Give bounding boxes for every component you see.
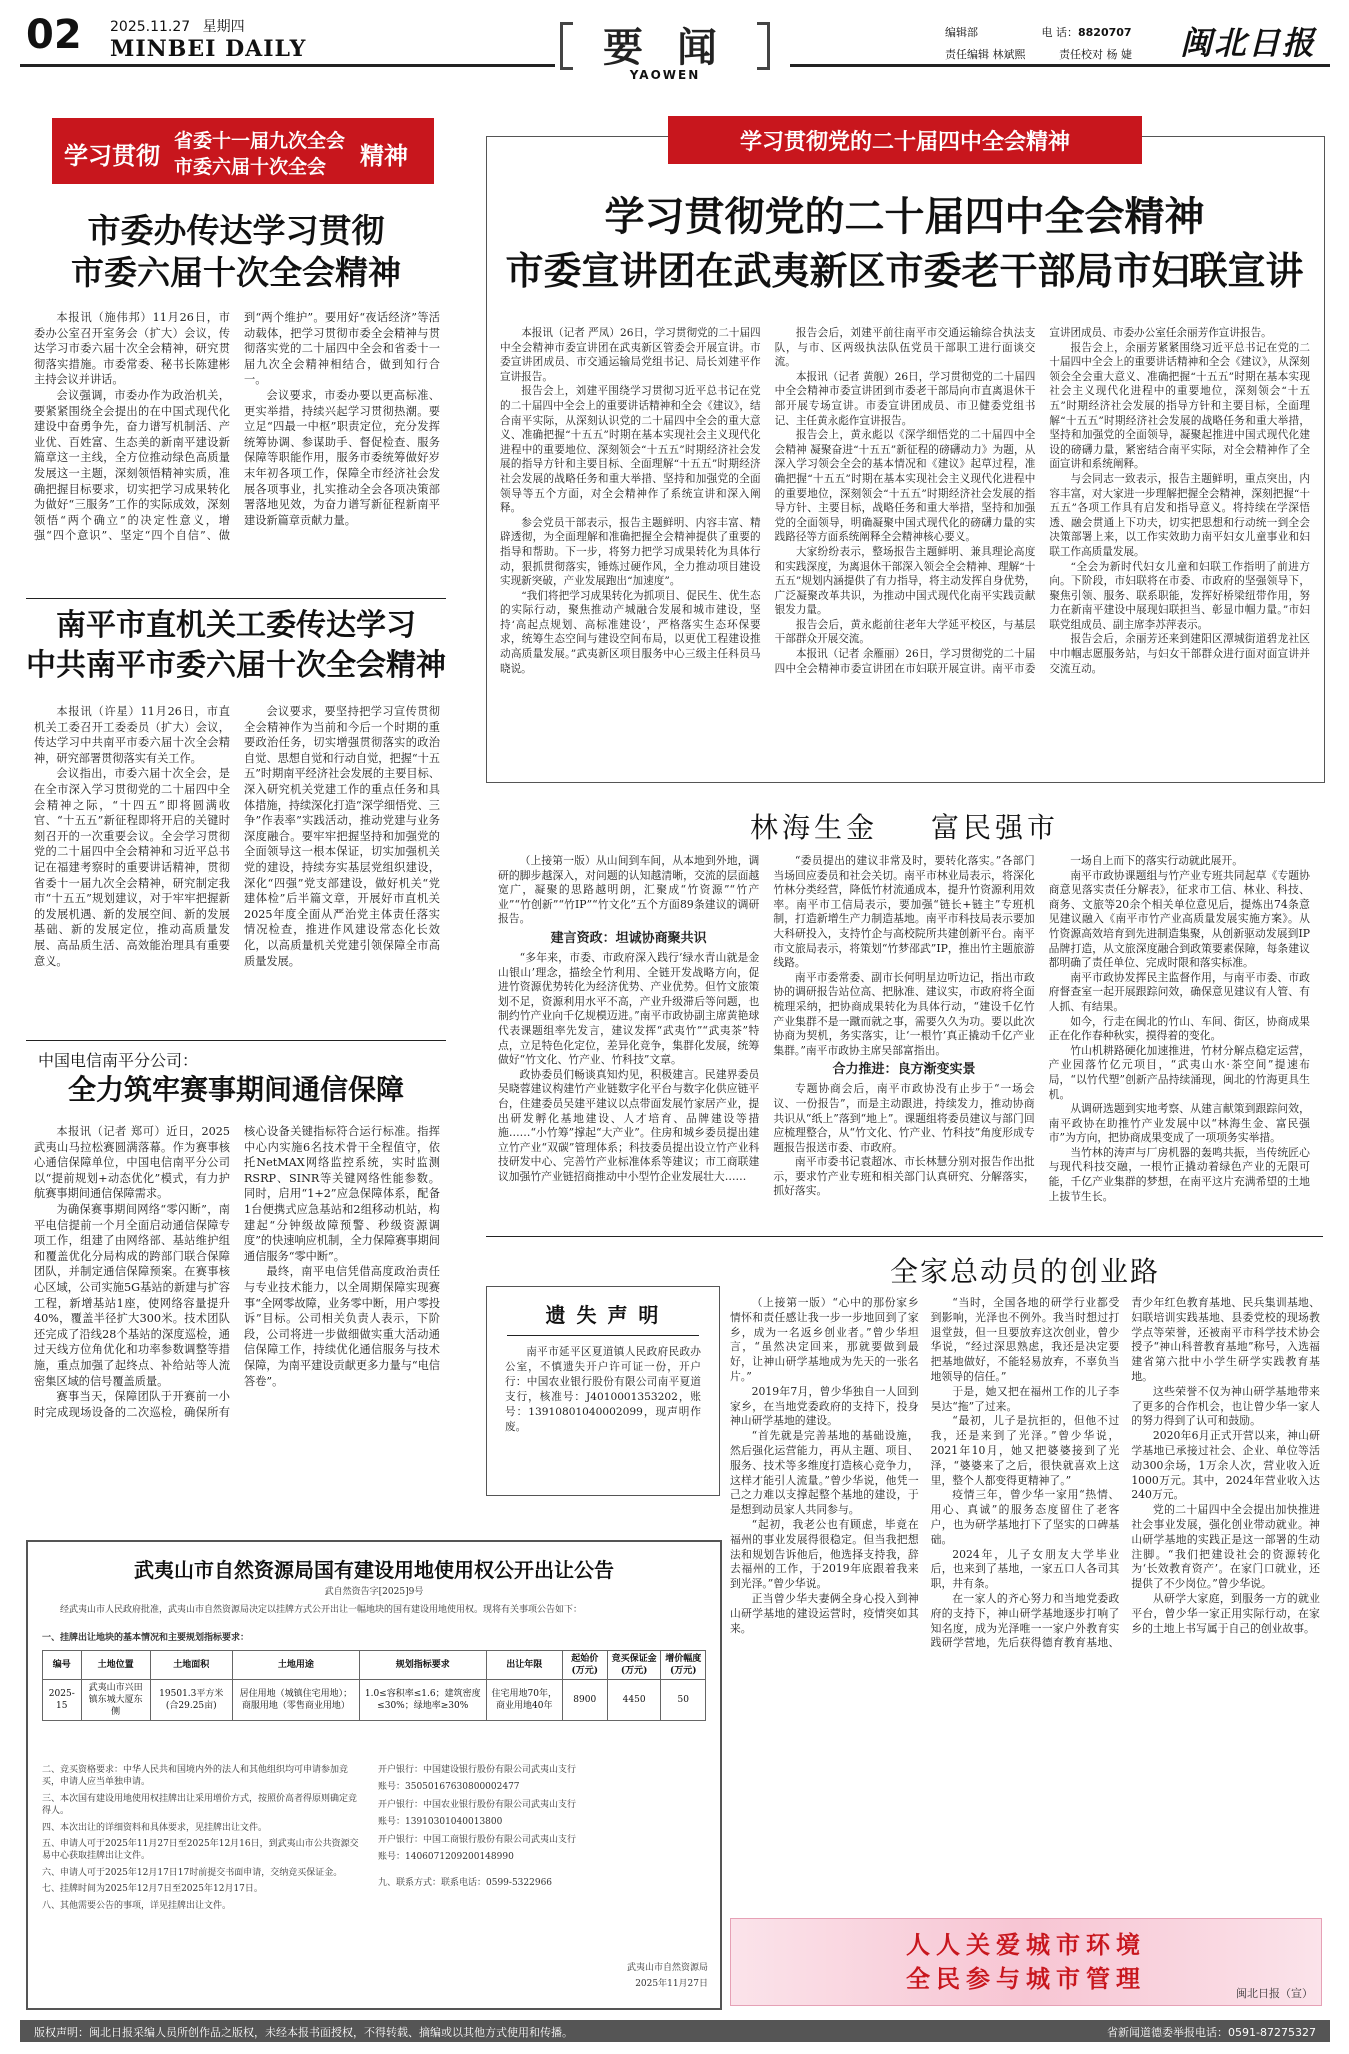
announcement-item: 六、申请人可于2025年12月17日17时前提交书面申请，交纳竞买保证金。 xyxy=(42,1867,343,1878)
article5-para: （上接第一版）从山间到车间，从本地到外地，调研的脚步越深入，对问题的认知越清晰，交流的层面越宽广，凝聚的思路越明朗，汇聚成“竹资源”“竹产业”“竹创新”“竹IP”“竹文化”五个方面89条建议的调研报告。 xyxy=(498,854,760,926)
article4-para: 本报讯（记者 黄舰）26日，学习贯彻党的二十届四中全会精神市委宣讲团到市委老干部局向市直离退休干部开展专场宣讲。市委宣讲团成员、市卫健委党组书记、主任黄永彪作宣讲报告。 xyxy=(774,370,1036,427)
table-header: 规划指标要求 xyxy=(359,1651,486,1680)
article4-para: “全会为新时代妇女儿童和妇联工作指明了前进方向。下阶段，市妇联将在市委、市政府的坚强领导下，聚焦引领、服务、联系职能，发挥好桥梁纽带作用，努力在新南平建设中展现妇联担当、彰显巾帼力量。”市妇联党组成员、副主席李苏萍表示。 xyxy=(1049,560,1310,631)
bank-line: 账号：1406071209200148990 xyxy=(378,1852,514,1863)
land-announcement xyxy=(26,1540,722,2010)
table-header: 土地面积 xyxy=(150,1651,232,1680)
editor-label: 编辑部 xyxy=(945,26,978,39)
article2-body xyxy=(34,704,440,1034)
article6-para: 2019年7月，曾少华独自一人回到家乡，在当地党委政府的支持下，投身神山研学基地的建设。 xyxy=(730,1384,919,1428)
right-banner xyxy=(668,116,1142,164)
table-header: 增价幅度(万元) xyxy=(661,1651,706,1680)
article5-title xyxy=(486,806,1323,846)
banner-part2b: 市委六届十次全会 xyxy=(174,156,327,178)
phone-number: 8820707 xyxy=(1078,26,1132,39)
section-bracket xyxy=(560,16,770,80)
article5-para: 南平市政协发挥民主监督作用，与南平市委、市政府督查室一起开展跟踪问效，确保意见建议有人管、有人抓、有结果。 xyxy=(1048,970,1310,1013)
editor-info: 编辑部 电 话：8820707 责任编辑 林斌熙 责任校对 杨 婕 xyxy=(945,26,1132,61)
article5-para: 从调研选题到实地考察、从建言献策到跟踪问效，南平政协在助推竹产业发展中以“林海生金、富民强市”为方向，把协商成果变成了一项项务实举措。 xyxy=(1048,1102,1310,1145)
announcement-table-wrap xyxy=(42,1650,706,1721)
issue-date xyxy=(110,16,245,36)
article6-para: 从研学大家庭，到服务一方的就业平台，曾少华一家正用实际行动，在家乡的土地上书写属于自己的创业故事。 xyxy=(1131,1591,1320,1635)
article5-title-b: 富民强市 xyxy=(930,811,1059,844)
article2-title-line2: 中共南平市委六届十次全会精神 xyxy=(26,648,446,683)
article6-para: “起初，我老公也有顾虑，毕竟在福州的事业发展得很稳定。但当我把想法和规划告诉他后，他选择支持我，辞去福州的工作，于2019年底跟着我来到光泽。”曾少华说。 xyxy=(730,1517,919,1591)
footer-hotline: 省新闻道德委举报电话：0591-87275327 xyxy=(1107,2026,1316,2039)
table-cell: 19501.3平方米(合29.25亩) xyxy=(150,1680,232,1721)
article6-para: （上接第一版）“心中的那份家乡情怀和责任感让我一步一步地回到了家乡，成为一名返乡创业者。”曾少华坦言，“虽然决定回来，那就要做到最好，让神山研学基地成为先天的一张名片。” xyxy=(730,1296,919,1383)
announcement-table xyxy=(42,1650,706,1721)
article5-para: 如今，行走在闽北的竹山、车间、街区，协商成果正在化作春种秋实，摸得着的变化。 xyxy=(1048,1014,1310,1043)
article6-para: 于是，她又把在福州工作的儿子李昊达“拖”了过来。 xyxy=(930,1384,1120,1413)
article5-para: “多年来，市委、市政府深入践行‘绿水青山就是金山银山’理念，描绘全竹利用、全链开发战略方向，促进竹资源优势转化为经济优势、产业优势。但竹文旅策划不足，资源利用水平不高，产业升级滞后等问题，也制约竹产业向千亿规模迈进。”南平市政协副主席黄艳球代表课题组率先发言，建议发挥“武夷竹”“武夷茶”特点，立足特色化定位，差异化竞争，集群化发展，统筹做好“竹文化、竹产业、竹科技”文章。 xyxy=(498,950,760,1067)
section-title: 要 闻 xyxy=(603,24,727,71)
article4-title xyxy=(486,190,1323,298)
announcement-doc-no: 武自然资告字[2025]9号 xyxy=(324,1587,424,1597)
article6-para: 党的二十届四中全会提出加快推进社会事业发展，强化创业带动就业。神山研学基地的实践正是这一部署的生动注脚。“我们把建设社会的资源转化为‘长效教育资产’。在家门口就业，还提供了不少岗位。”曾少华说。 xyxy=(1131,1503,1320,1591)
article1-title xyxy=(26,210,446,294)
article1-para: 会议强调，市委办作为政治机关，要紧紧围绕全会提出的在中国式现代化建设中奋勇争先，奋力谱写机制活、产业优、百姓富、生态美的新南平建设新篇章这一主线，全方位推动绿色高质量发展这一主题，深刻领悟精神实质，准确把握目标要求，切实把学习成果转化为做好“三服务”工作的实际成效，深刻领悟“两个确立”的决定性意义，增强“四个意识”、坚定“四个自信”、做到“两个维护”。要用好“夜话经济”等活动载体，把学习贯彻市委全会精神与贯彻落实党的二十届四中全会和省委十一届九次全会精神相结合，做到知行合一。 xyxy=(34,311,440,543)
table-cell: 4450 xyxy=(607,1680,661,1721)
article6-para: 2024年，儿子女朋友大学毕业后，也来到了基地，一家五口人各司其职，井有条。 xyxy=(930,1547,1120,1591)
banner-part1: 学习贯彻 xyxy=(64,142,160,170)
article3-para: 最终，南平电信凭借高度政治责任与专业技术能力，以全周期保障实现赛事“全网零故障，业务零中断，用户零投诉”目标。公司相关负责人表示，下阶段，公司将进一步做细做实重大活动通信保障工作，持续优化通信服务与技术保障，为南平建设贡献更多力量与“电信答卷”。 xyxy=(244,1265,440,1388)
table-cell: 8900 xyxy=(562,1680,607,1721)
footer-bar xyxy=(20,2020,1330,2042)
table-header-row xyxy=(43,1651,706,1680)
article3-kicker: 中国电信南平分公司： xyxy=(38,1051,199,1070)
bank-line: 账号：35050167630800002477 xyxy=(378,1782,520,1793)
announcement-item: 八、其他需要公告的事项，详见挂牌出让文件。 xyxy=(42,1900,232,1911)
article4-para: 报告会上，刘建平围绕学习贯彻习近平总书记在党的二十届四中全会上的重要讲话精神和全会《建议》，结合南平实际，从深刻认识党的二十届四中全会的重大意义、准确把握“十五五”时期在基本实现社会主义现代化进程中的重要地位、深刻领会“十五五”时期经济社会发展的指导方针和主要目标、全面理解“十五五”时期经济社会发展的战略任务和重大举措、坚持和加强党的全面领导等五个方面，对全会精神作了系统宣讲和深入阐释。 xyxy=(500,385,761,515)
article1-body xyxy=(34,310,440,592)
announcement-title: 武夷山市自然资源局国有建设用地使用权公开出让公告 xyxy=(134,1558,614,1582)
article4-para: 参会党员干部表示，报告主题鲜明、内容丰富、精辟透彻，为全面理解和准确把握全会精神提供了重要的指导和帮助。下一步，将努力把学习成果转化为具体行动，狠抓贯彻落实，锤炼过硬作风，全力推动项目建设实现新突破，产业发展跑出“加速度”。 xyxy=(500,516,761,588)
article1-para: 本报讯（施伟邦）11月26日，市委办公室召开室务会（扩大）会议，传达学习市委六届十次全会精神，研究贯彻落实措施。市委常委、秘书长陈建彬主持会议并讲话。 xyxy=(34,311,230,387)
notice-body: 南平市延平区夏道镇人民政府民政办公室，不慎遗失开户许可证一份，开户行：中国农业银行股份有限公司南平夏道支行，核准号：J4010001353202，账号：13910801040002099，现声明作废。 xyxy=(505,1346,701,1433)
announcement-item: 三、本次国有建设用地使用权挂牌出让采用增价方式，按照价高者得原则确定竞得人。 xyxy=(42,1793,358,1817)
civic-ad xyxy=(730,1918,1322,2006)
right-banner-text: 学习贯彻党的二十届四中全会精神 xyxy=(739,130,1070,155)
article2-para: 本报讯（许星）11月26日，市直机关工委召开工委委员（扩大）会议，传达学习中共南平市委六届十次全会精神，研究部署贯彻落实有关工作。 xyxy=(34,705,230,765)
article6-para: 2020年6月正式开营以来，神山研学基地已承接过社会、企业、单位等活动300余场，1万余人次，营业收入近1000万元。其中，2024年营业收入达240万元。 xyxy=(1131,1429,1320,1502)
article5-para: 南平市委常委、副市长何明星边听边记，指出市政协的调研报告站位高、把脉准、建议实，市政府将全面梳理采纳，把协商成果转化为具体行动，“建设千亿竹产业集群不是一蹴而就之事，需要久久为功。要以此次协商为契机，务实落实，让‘一根竹’真正撬动千亿产业集群。”南平市政协主席吴部富指出。 xyxy=(773,970,1035,1057)
article5-para: 南平市委书记袁超冰、市长林慧分别对报告作出批示，要求竹产业专班和相关部门认真研究、分解落实，抓好落实。 xyxy=(773,1155,1035,1198)
article6-para: 在一家人的齐心努力和当地党委政府的支持下，神山研学基地逐步打响了知名度，成为光泽唯一一家户外教育实践研学营地，先后获得德育教育基地、青少年红色教育基地、民兵集训基地、妇联培训实践基地、县委党校的现场教学点等荣誉，还被南平市科学技术协会授予“神山科普教育基地”称号，入选福建省第六批中小学生研学实践教育基地。 xyxy=(930,1296,1320,1650)
article5-body xyxy=(498,854,1310,1228)
bank-line: 开户银行：中国建设银行股份有限公司武夷山支行 xyxy=(378,1765,577,1775)
article6-para: 这些荣誉不仅为神山研学基地带来了更多的合作机会，也让曾少华一家人的努力得到了认可和鼓励。 xyxy=(1131,1384,1320,1428)
article5-para: 政协委员们畅谈真知灼见，积极建言。民建界委员吴晓蓉建议构建竹产业链数字化平台与数字化供应链平台，住建委员吴建平建议以点带面发展竹家居产业，提出研发孵化基地建设、人才培育、品牌建设等措施……“小竹筹”撑起“大产业”。住房和城乡委员提出建立竹产业“双碳”管理体系；科技委员提出设立竹产业科技研发中心、完善竹产业标准体系等建议；市工商联建议加强竹产业链招商推动中小型竹企业发展壮大…… xyxy=(498,1067,760,1183)
article6-body xyxy=(730,1296,1320,1908)
page-number: 02 xyxy=(26,12,82,58)
footer-copyright: 版权声明：闽北日报采编人员所创作品之版权，未经本报书面授权，不得转载、摘编或以其他方式使用和传播。 xyxy=(34,2026,573,2039)
notice-title: 遗 失 声 明 xyxy=(545,1303,661,1327)
bank-line: 账号：13910301040013800 xyxy=(378,1817,503,1828)
date-text: 2025.11.27 xyxy=(110,19,191,35)
weekday-text: 星期四 xyxy=(202,19,245,35)
left-banner xyxy=(52,118,434,184)
article6-para: 疫情三年，曾少华一家用“热情、用心、真诚”的服务态度留住了老客户，也为研学基地打下了坚实的口碑基础。 xyxy=(930,1488,1120,1546)
announcement-date: 2025年11月27日 xyxy=(635,1979,708,1989)
article4-para: 报告会后，余丽芳还来到建阳区潭城街道碧龙社区中巾帼志愿服务站，与妇女干部群众进行面对面宣讲并交流互动。 xyxy=(1049,633,1310,675)
article5-para: 专题协商会后，南平市政协没有止步于“一场会议、一份报告”，而是主动跟进，持续发力，推动协商共识从“纸上”落到“地上”。课题组将委员建议与部门回应梳理整合，从“竹文化、竹产业、竹科技”角度形成专题报告报送市委、市政府。 xyxy=(773,1082,1035,1154)
article5-para: 竹山机耕路硬化加速推进，竹材分解点稳定运营，产业园落竹亿元项目，“武夷山水·茶空间”提速布局，“以竹代塑”创新产品持续涌现，闽北的竹海更具生机。 xyxy=(1048,1043,1310,1101)
article4-para: 报告会后，黄永彪前往老年大学延平校区，与基层干部群众开展交流。 xyxy=(774,618,1036,646)
article5-para: 当竹林的涛声与厂房机器的轰鸣共振，当传统匠心与现代科技交融，一根竹正撬动着绿色产业的无限可能，千亿产业集群的梦想，在南平这片充满希望的土地上拔节生长。 xyxy=(1048,1145,1310,1203)
article3-title: 全力筑牢赛事期间通信保障 xyxy=(67,1073,404,1106)
table-cell: 2025-15 xyxy=(43,1680,82,1721)
announcement-item: 七、挂牌时间为2025年12月7日至2025年12月17日。 xyxy=(42,1884,263,1895)
article2-para: 会议指出，市委六届十次全会，是在全市深入学习贯彻党的二十届四中全会精神之际，“十四五”即将圆满收官、“十五五”新征程即将开启的关键时刻召开的一次重要会议。全会学习贯彻党的二十届四中全会精神和习近平总书记在福建考察时的重要讲话精神，贯彻省委十一届九次全会精神，研究制定我市“十五五”规划建议，对于牢牢把握新的发展机遇、新的发展空间、新的发展基础、新的发展定位，推动高质量发展、高品质生活、高效能治理具有重要意义。 xyxy=(34,767,230,968)
article3-body xyxy=(34,1124,440,1530)
article6-title: 全家总动员的创业路 xyxy=(889,1255,1160,1288)
article5-subhead: 合力推进：良方渐变实景 xyxy=(832,1062,976,1078)
announcement-right-col xyxy=(378,1764,706,1890)
proofreader: 责任校对 杨 婕 xyxy=(1059,48,1132,61)
article4-para: 本报讯（记者 严凤）26日，学习贯彻党的二十届四中全会精神市委宣讲团在武夷新区管委会开展宣讲。市委宣讲团成员、市交通运输局党组书记、局长刘建平作宣讲报告。 xyxy=(500,327,761,383)
article4-para: 报告会后，刘建平前往南平市交通运输综合执法支队，与市、区两级执法队伍党员干部职工进行面谈交流。 xyxy=(774,327,1036,369)
announcement-item: 四、本次出让的详细资料和具体要求，见挂牌出让文件。 xyxy=(42,1822,268,1833)
lost-notice xyxy=(486,1286,720,1496)
article4-para: 报告会上，余丽芳紧紧围绕习近平总书记在党的二十届四中全会上的重要讲话精神和全会《建议》，从深刻领会全会重大意义、准确把握“十五五”时期在基本实现社会主义现代化进程中的重要地位，深刻领会“十五五”时期经济社会发展的指导方针和主要目标，全面理解“十五五”时期经济社会发展的战略任务和重大举措，坚持和加强党的全面领导，凝聚起推进中国式现代化建设的磅礴力量，紧密结合南平实际，对全会精神作了全面宣讲和系统阐释。 xyxy=(1049,341,1310,471)
announcement-item: 二、竞买资格要求：中华人民共和国境内外的法人和其他组织均可申请参加竞买，申请人应当单独申请。 xyxy=(42,1765,349,1788)
article4-para: 大家纷纷表示，整场报告主题鲜明、兼具理论高度和实践深度，为离退休干部深入领会全会精神、理解“十五五”规划内涵提供了有力指导，将主动发挥自身优势，广泛凝聚改革共识，为推动中国式现代化南平实践贡献银发力量。 xyxy=(774,545,1036,617)
article4-body xyxy=(500,326,1310,772)
article1-title-line1: 市委办传达学习贯彻 xyxy=(87,211,385,250)
article4-title-line2: 市委宣讲团在武夷新区市委老干部局市妇联宣讲 xyxy=(505,249,1304,293)
article4-title-line1: 学习贯彻党的二十届四中全会精神 xyxy=(604,194,1205,240)
article2-title-line1: 南平市直机关工委传达学习 xyxy=(56,608,416,643)
paper-logo: 闽北日报 xyxy=(1180,24,1317,62)
announcement-contact: 九、联系方式：联系电话：0599-5322966 xyxy=(378,1878,553,1889)
bank-line: 开户银行：中国农业银行股份有限公司武夷山支行 xyxy=(378,1799,577,1810)
article4-para: 报告会上，黄永彪以《深学细悟党的二十届四中全会精神 凝聚奋进“十五五”新征程的磅礴动力》为题，从深入学习领会全会的基本情况和《建议》起草过程，准确把握“十五五”时期在基本实现社会主义现代化进程中的重要地位，深刻领会“十五五”时期经济社会发展的指导方针、主要目标，战略任务和重大举措，坚持和加强党的全面领导，明确凝聚中国式现代化的磅礴力量的实践路径等方面系统阐释全会精神核心要义。 xyxy=(774,429,1036,544)
announcement-sec1: 一、挂牌出让地块的基本情况和主要规划指标要求： xyxy=(42,1633,250,1643)
table-cell: 居住用地（城镇住宅用地）；商服用地（零售商业用地） xyxy=(232,1680,359,1721)
table-row xyxy=(43,1680,706,1721)
bank-line: 开户银行：中国工商银行股份有限公司武夷山支行 xyxy=(378,1834,577,1845)
phone-label: 电 话 xyxy=(1041,26,1067,39)
table-header: 编号 xyxy=(43,1651,82,1680)
article6-para: 正当曾少华夫妻俩全身心投入到神山研学基地的建设运营时，疫情突如其来。 xyxy=(730,1591,919,1635)
article2-title xyxy=(26,606,446,686)
article1-title-line2: 市委六届十次全会精神 xyxy=(71,253,401,292)
table-header: 土地位置 xyxy=(81,1651,150,1680)
announcement-left-col xyxy=(42,1764,362,1916)
article4-para: “我们将把学习成果转化为抓项目、促民生、优生态的实际行动，聚焦推动产城融合发展和城市建设，坚持‘高起点规划、高标准建设’，严格落实生态环保要求，统筹生态空间与建设空间布局，以更优工程建设推动高质量发展。”武夷新区项目服务中心三级主任科员马晓说。 xyxy=(500,589,761,675)
article3-para: 赛事当天，保障团队于开赛前一小时完成现场设备的二次巡检，确保所有核心设备关键指标符合运行标准。指挥中心内实施6名技术骨干全程值守，依托NetMAX网络监控系统，实时监测RSRP、SINR等关键网络性能参数。同时，启用“1+2”应急保障体系，配备1台便携式应急基站和2组移动机站，构建起“分钟级故障预警、秒级资源调度”的快速响应机制，全力保障赛事期间通信服务“零中断”。 xyxy=(34,1125,440,1419)
table-header: 竞买保证金(万元) xyxy=(607,1651,661,1680)
article6-para: “最初，儿子是抗拒的，但他不过我，还是来到了光泽。”曾少华说，2021年10月，她又把婆婆接到了光泽，“婆婆来了之后，很快就喜欢上这里，整个人都变得更精神了。” xyxy=(930,1414,1120,1487)
table-header: 出让年限 xyxy=(486,1651,562,1680)
article6-para: “当时，全国各地的研学行业都受到影响，光泽也不例外。我当时想过打退堂鼓，但一旦要放弃这次创业，曾少华说，“经过深思熟虑，我还是决定要把基地做好，不能轻易放弃，不辜负当地领导的信任。” xyxy=(930,1296,1120,1383)
ad-line2: 全民参与城市管理 xyxy=(906,1964,1146,1993)
announcement-intro: 经武夷山市人民政府批准，武夷山市自然资源局决定以挂牌方式公开出让一幅地块的国有建设用地使用权。现将有关事项公告如下： xyxy=(60,1605,583,1615)
ad-source: 闽北日报（宣） xyxy=(1236,1987,1313,2000)
article5-title-a: 林海生金 xyxy=(750,811,879,844)
article3-para: 为确保赛事期间网络“零闪断”，南平电信提前一个月全面启动通信保障专项工作，组建了由网络部、基站维护组和覆盖优化分局构成的跨部门联合保障团队，并制定通信保障预案。在赛事核心区域，公司实施5G基站的新建与扩容工程，新增基站1座，使网络容量提升40%，覆盖半径扩大300米。技术团队还完成了沿线28个基站的深度巡检，通过天线方位角优化和功率参数调整等措施，重点加强了起终点、补给站等人流密集区域的信号覆盖质量。 xyxy=(34,1202,230,1388)
ad-line1: 人人关爱城市环境 xyxy=(906,1930,1146,1959)
section-title-en: YAOWEN xyxy=(629,68,701,82)
banner-part3: 精神 xyxy=(360,142,408,170)
article4-para: 本报讯（记者 余雁丽）26日，学习贯彻党的二十届四中全会精神市委宣讲团在市妇联开展宣讲。南平市委宣讲团成员、市委办公室任余丽芳作宣讲报告。 xyxy=(774,327,1272,675)
table-cell: 武夷山市兴田镇东城大厦东侧 xyxy=(81,1680,150,1721)
table-cell: 1.0≤容积率≤1.6；建筑密度≤30%；绿地率≥30% xyxy=(359,1680,486,1721)
article6-para: “首先就是完善基地的基础设施，然后强化运营能力，再从主题、项目、服务、技术等多维度打造核心竞争力，这样才能引人流量。”曾少华说，他凭一己之力难以支撑起整个基地的建设，于是想到动员家人共同参与。 xyxy=(730,1429,919,1517)
table-cell: 50 xyxy=(661,1680,706,1721)
paper-name-en: MINBEI DAILY xyxy=(110,36,307,62)
table-cell: 住宅用地70年，商业用地40年 xyxy=(486,1680,562,1721)
article5-para: 一场自上而下的落实行动就此展开。 xyxy=(1070,854,1243,867)
article3-para: 本报讯（记者 郑可）近日，2025武夷山马拉松赛圆满落幕。作为赛事核心通信保障单位，中国电信南平分公司以“提前规划+动态优化”模式，有力护航赛事期间通信保障需求。 xyxy=(34,1125,230,1201)
table-header: 土地用途 xyxy=(232,1651,359,1680)
banner-part2a: 省委十一届九次全会 xyxy=(174,130,346,152)
article5-para: “委员提出的建议非常及时，要转化落实。”各部门当场回应委员和社会关切。南平市林业局表示，将深化竹林分类经营，降低竹材流通成本，提升竹资源利用效率。南平市工信局表示，要加强“链长+链主”专班机制，打造新增生产力制造基地。南平市科技局表示要加大科研投入，支持竹企与高校院所共建创新平台。南平市文旅局表示，将策划“竹梦邵武”IP，推出竹主题旅游线路。 xyxy=(773,854,1035,970)
chief-editor: 责任编辑 林斌熙 xyxy=(945,48,1026,61)
article5-para: 南平市政协课题组与竹产业专班共同起草《专题协商意见落实责任分解表》，征求市工信、林业、科技、商务、文旅等20余个相关单位意见后，提炼出74条意见建议融入《南平市竹产业高质量发展实施方案》。从竹资源高效培育到先进制造集聚，从创新驱动发展到IP品牌打造，从文旅深度融合到政策要素保障，每条建议都明确了责任单位、完成时限和落实标准。 xyxy=(1048,868,1310,970)
article5-subhead: 建言资政：坦诚协商聚共识 xyxy=(550,930,707,946)
article1-para: 会议要求，市委办要以更高标准、更实举措，持续兴起学习贯彻热潮。要立足“四最一中枢”职责定位，充分发挥统筹协调、参谋助手、督促检查、服务保障等职能作用，服务市委统筹做好岁末年初各项工作，保障全市经济社会发展各项事业，扎实推动全会各项决策部署落地见效，为奋力谱写新征程新南平建设新篇章贡献力量。 xyxy=(244,388,440,527)
article2-para: 会议要求，要坚持把学习宣传贯彻全会精神作为当前和今后一个时期的重要政治任务，切实增强贯彻落实的政治自觉、思想自觉和行动自觉，把握“十五五”时期南平经济社会发展的主要目标、深入研究机关党建工作的重点任务和具体措施，持续深化打造“深学细悟党、三争”作表率”实践活动，推动党建与业务深度融合。要牢牢把握坚持和加强党的全面领导这一根本保证，切实加强机关党的建设，持续夯实基层党组织建设，深化“四强”党支部建设，做好机关“党建体检”后半篇文章，开展好市直机关2025年度全面从严治党主体责任落实情况检查，推进作风建设常态化长效化，以高质量机关党建引领保障全市高质量发展。 xyxy=(244,705,440,968)
table-header: 起始价(万元) xyxy=(562,1651,607,1680)
announcement-item: 五、申请人可于2025年11月27日至2025年12月16日，到武夷山市公共资源交易中心获取挂牌出让文件。 xyxy=(42,1839,359,1862)
announcement-issuer: 武夷山市自然资源局 xyxy=(626,1963,708,1973)
article4-para: 与会同志一致表示，报告主题鲜明，重点突出，内容丰富，对大家进一步理解把握全会精神，深刻把握“十五五”各项工作具有启发和指导意义。将持续在学深悟透、融会贯通上下功夫，切实把思想和行动统一到全会决策部署上来，以工作实效助力南平妇女儿童事业和妇联工作高质量发展。 xyxy=(1049,472,1310,558)
